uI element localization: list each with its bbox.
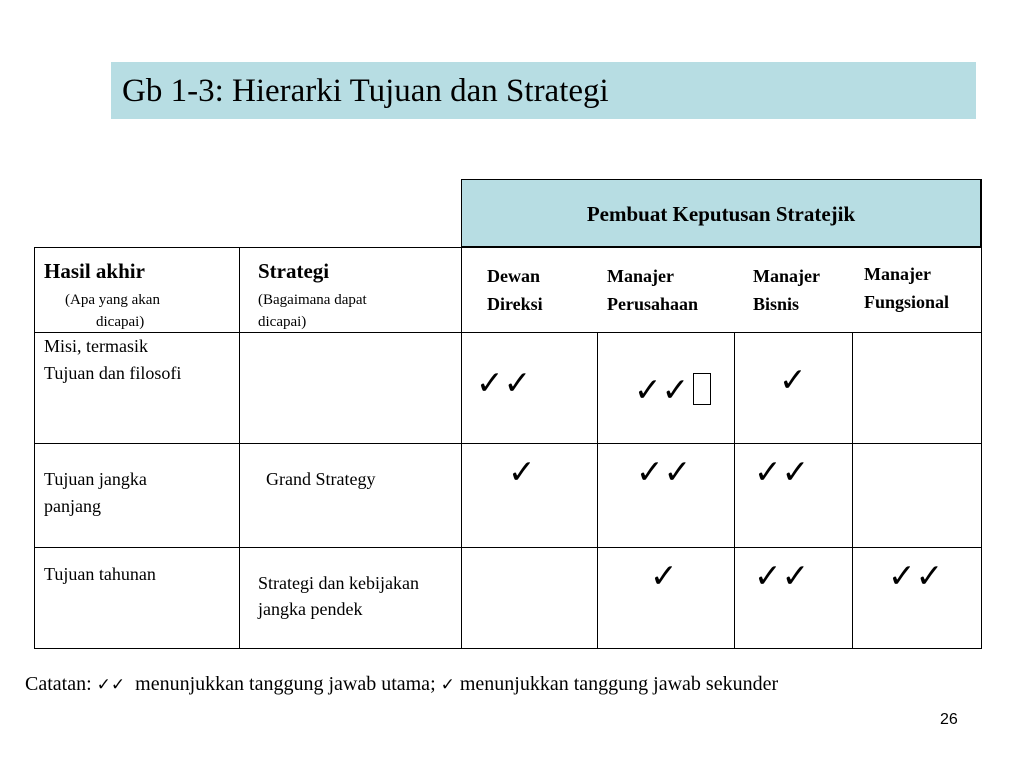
role-bisnis-l1: Manajer — [753, 266, 820, 286]
group-header-cell — [461, 179, 981, 247]
grid-col-right — [981, 179, 982, 649]
row3-mark-fungsional: ✓✓ — [888, 556, 944, 595]
grid-line-header-bottom — [34, 332, 982, 333]
role-fungsional-l1: Manajer — [864, 264, 931, 284]
row3-mark-bisnis: ✓✓ — [754, 556, 810, 595]
row2-mark-dewan: ✓ — [508, 452, 536, 491]
primary-check-icon: ✓✓ — [96, 675, 126, 695]
role-perusahaan-l1: Manajer — [607, 266, 674, 286]
row2-result-l2: panjang — [44, 496, 101, 516]
page-number: 26 — [940, 711, 958, 728]
row3-mark-perusahaan: ✓ — [650, 556, 678, 595]
row2-result-l1: Tujuan jangka — [44, 469, 147, 489]
col-result-heading: Hasil akhir — [44, 259, 145, 283]
row1-mark-dewan: ✓✓ — [476, 363, 532, 402]
row1-mark-bisnis: ✓ — [779, 360, 807, 399]
grid-col-6 — [852, 332, 853, 649]
grid-col-4 — [597, 332, 598, 649]
row1-result-l1: Misi, termasik — [44, 336, 148, 356]
grid-col-2 — [239, 247, 240, 649]
footnote-label: Catatan: — [25, 673, 92, 695]
slide-title-box — [111, 62, 976, 119]
footnote-secondary-text: menunjukkan tanggung jawab sekunder — [459, 673, 779, 695]
col-strategy-sub2: dicapai) — [258, 314, 307, 330]
role-dewan-l2: Direksi — [487, 294, 543, 314]
col-result-sub1: (Apa yang akan — [65, 292, 160, 308]
missing-glyph-box — [693, 373, 711, 405]
footnote-primary-text: menunjukkan tanggung jawab utama; — [135, 673, 436, 695]
role-dewan-l1: Dewan — [487, 266, 540, 286]
grid-col-5 — [734, 332, 735, 649]
row3-strategy-l1: Strategi dan kebijakan — [258, 573, 419, 593]
grid-col-left — [34, 247, 35, 649]
row1-result-l2: Tujuan dan filosofi — [44, 363, 182, 383]
grid-line-top — [34, 247, 982, 248]
row3-strategy-l2: jangka pendek — [258, 599, 363, 619]
col-strategy-heading: Strategi — [258, 259, 330, 283]
row3-result-l1: Tujuan tahunan — [44, 564, 156, 584]
slide-title: Gb 1-3: Hierarki Tujuan dan Strategi — [122, 73, 609, 109]
row1-mark-perusahaan-cell — [634, 372, 711, 408]
col-result-sub2: dicapai) — [96, 314, 145, 330]
row2-mark-perusahaan: ✓✓ — [636, 452, 692, 491]
row2-mark-bisnis: ✓✓ — [754, 452, 810, 491]
role-bisnis-l2: Bisnis — [753, 294, 800, 314]
role-fungsional-l2: Fungsional — [864, 292, 950, 312]
col-strategy-sub1: (Bagaimana dapat — [258, 292, 367, 308]
row2-strategy-l1: Grand Strategy — [266, 469, 376, 489]
row1-mark-perusahaan: ✓✓ — [634, 370, 690, 409]
grid-col-3 — [461, 179, 462, 649]
grid-line-row2 — [34, 547, 982, 548]
role-perusahaan-l2: Perusahaan — [607, 294, 699, 314]
footnote — [25, 671, 778, 698]
secondary-check-icon: ✓ — [440, 675, 455, 695]
grid-line-bottom — [34, 648, 982, 649]
group-header: Pembuat Keputusan Stratejik — [586, 202, 856, 226]
grid-line-row1 — [34, 443, 982, 444]
